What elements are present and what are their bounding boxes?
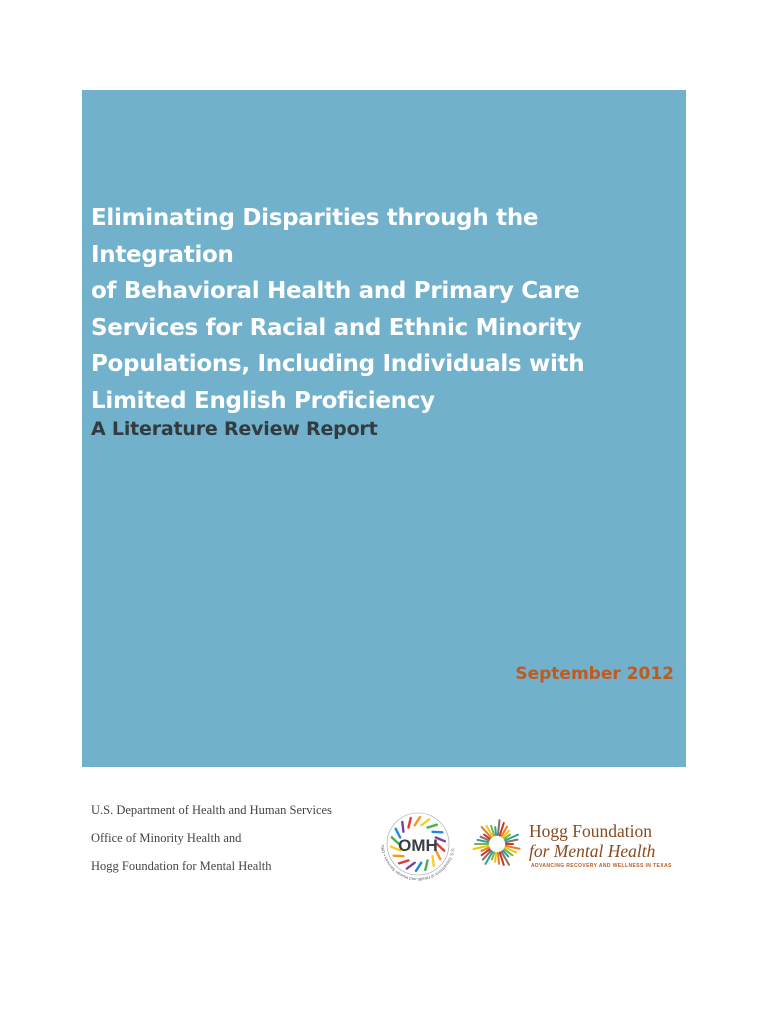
omh-swirl-stroke (409, 818, 411, 828)
omh-swirl-stroke (428, 825, 437, 828)
omh-swirl-stroke (399, 860, 408, 863)
organization-omh: Office of Minority Health and (91, 831, 242, 845)
organization-hogg: Hogg Foundation for Mental Health (91, 859, 272, 873)
hogg-burst-ray (495, 827, 496, 835)
hogg-logo-name-italic: for Mental Health (529, 841, 656, 861)
organization-hhs: U.S. Department of Health and Human Services (91, 803, 332, 817)
report-title-line: Populations, Including Individuals with (91, 351, 585, 377)
omh-swirl-stroke (407, 863, 415, 869)
hogg-burst-icon (471, 818, 523, 870)
hogg-foundation-logo (471, 816, 671, 872)
organization-list (91, 796, 332, 880)
omh-swirl-stroke (416, 863, 421, 871)
hogg-logo-tagline: ADVANCING RECOVERY AND WELLNESS IN TEXAS (531, 863, 672, 869)
omh-swirl-stroke (437, 844, 444, 851)
report-title-line: Services for Racial and Ethnic Minority (91, 314, 582, 341)
report-title (91, 200, 681, 419)
report-title-line: of Behavioral Health and Primary Care (91, 278, 580, 304)
omh-swirl-stroke (394, 856, 404, 857)
report-date: September 2012 (515, 664, 674, 684)
omh-logo (380, 806, 456, 882)
hogg-logo-name: Hogg Foundation (529, 821, 652, 841)
omh-swirl-stroke (433, 832, 443, 833)
omh-swirl-stroke (415, 817, 420, 825)
omh-swirl-stroke (433, 856, 434, 866)
report-title-line: Eliminating Disparities through the Integration (91, 205, 539, 268)
hogg-burst-ray (498, 820, 500, 835)
omh-swirl-stroke (421, 819, 429, 825)
report-title-line: Limited English Proficiency (91, 387, 435, 414)
cover-panel (82, 90, 686, 767)
omh-ring-text: U.S. Department of Health and Human Services • Offic (380, 844, 456, 882)
omh-logo-text: OMH (398, 836, 438, 855)
report-subtitle: A Literature Review Report (91, 418, 378, 440)
hogg-burst-ray (498, 853, 499, 864)
omh-swirl-stroke (402, 822, 403, 832)
hogg-burst-ray (495, 853, 496, 862)
omh-swirl-stroke (425, 860, 427, 870)
